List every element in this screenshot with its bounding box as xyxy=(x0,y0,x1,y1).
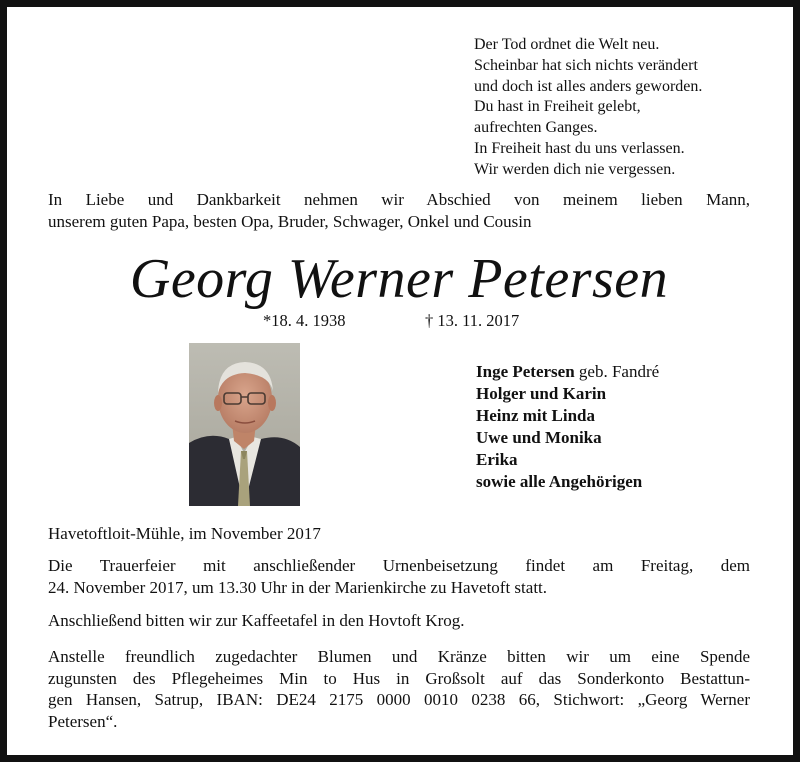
family-list xyxy=(476,361,659,493)
donation-line: gen Hansen, Satrup, IBAN: DE24 2175 0000 0010 0238 66, Stichwort: „Georg Werner xyxy=(48,690,750,709)
poem-line: Wir werden dich nie vergessen. xyxy=(474,160,676,178)
poem-line: Du hast in Freiheit gelebt, xyxy=(474,98,641,116)
poem-line: und doch ist alles anders geworden. xyxy=(474,77,703,95)
funeral-info xyxy=(48,555,750,598)
place-date-text: Havetoftloit-Mühle, im November 2017 xyxy=(48,524,321,543)
family-line: Uwe und Monika xyxy=(476,428,602,447)
intro-text xyxy=(48,189,750,232)
family-line: Holger und Karin xyxy=(476,384,607,403)
donation-line: zugunsten des Pflegeheimes Min to Hus in Großsolt auf das Sonderkonto Bestattun- xyxy=(48,668,750,688)
intro-line: In Liebe und Dankbarkeit nehmen wir Abschied von meinem lieben Mann, xyxy=(48,190,750,209)
widow-maiden-name: geb. Fandré xyxy=(574,362,660,381)
poem-line: Scheinbar hat sich nichts verändert xyxy=(474,56,698,74)
poem-line: Der Tod ordnet die Welt neu. xyxy=(474,36,660,53)
family-line xyxy=(476,361,659,383)
portrait-photo xyxy=(189,343,300,506)
donation-line: Petersen“. xyxy=(48,711,118,731)
death-date: † 13. 11. 2017 xyxy=(425,311,520,330)
donation-line: Anstelle freundlich zugedachter Blumen und Kränze bitten wir um eine Spende xyxy=(48,647,750,666)
widow-name: Inge Petersen xyxy=(476,362,575,381)
funeral-line: 24. November 2017, um 13.30 Uhr in der Marienkirche zu Havetoft statt. xyxy=(48,577,548,597)
intro-line: unserem guten Papa, besten Opa, Bruder, Schwager, Onkel und Cousin xyxy=(48,211,532,231)
family-line: sowie alle Angehörigen xyxy=(476,472,643,491)
donation-info xyxy=(48,646,750,732)
family-line: Heinz mit Linda xyxy=(476,406,596,425)
deceased-name: Georg Werner Petersen xyxy=(129,248,669,310)
poem xyxy=(474,35,702,181)
birth-date: *18. 4. 1938 xyxy=(263,311,346,330)
family-line: Erika xyxy=(476,450,518,469)
coffee-text: Anschließend bitten wir zur Kaffeetafel in den Hovtoft Krog. xyxy=(48,611,465,630)
coffee-info xyxy=(48,610,750,632)
poem-line: In Freiheit hast du uns verlassen. xyxy=(474,139,685,157)
poem-line: aufrechten Ganges. xyxy=(474,119,598,137)
place-date xyxy=(48,523,750,545)
funeral-line: Die Trauerfeier mit anschließender Urnenbeisetzung findet am Freitag, dem xyxy=(48,556,750,575)
